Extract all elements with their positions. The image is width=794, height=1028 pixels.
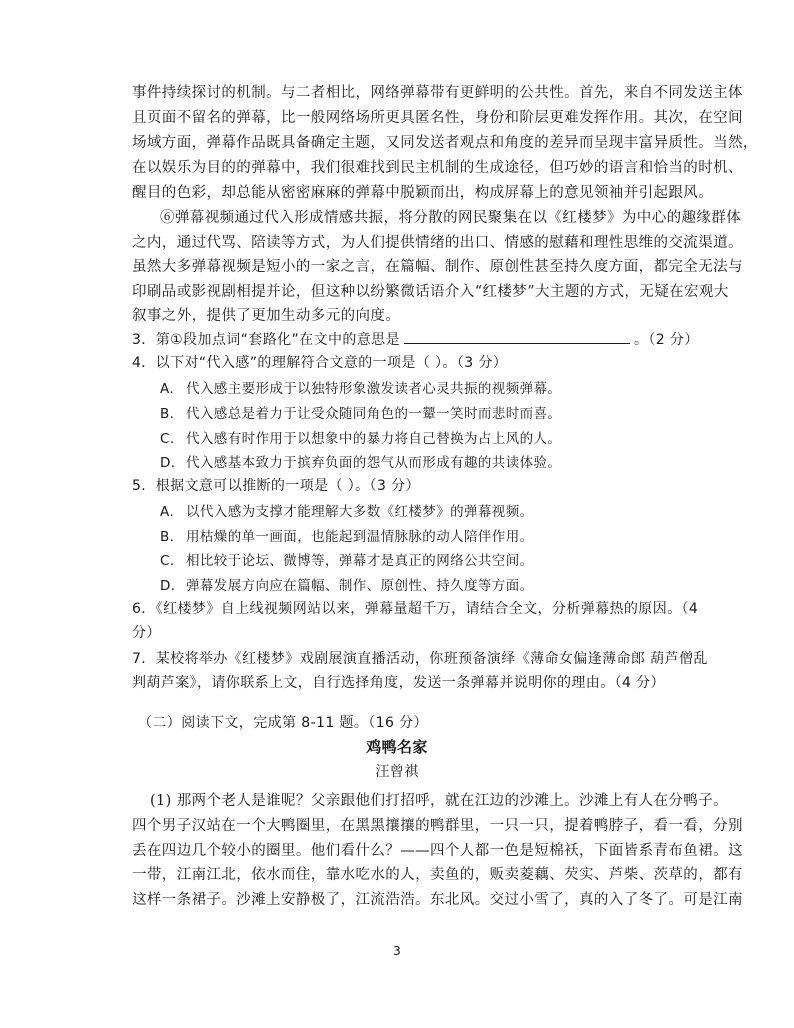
question-5-option-d [160, 575, 668, 597]
question-6-line: 分） [132, 625, 161, 641]
article-line: 丢在四边几个较小的圈里。他们看什么？——四个人都一色是短棉袄，下面皆系青布鱼裙。这 [132, 843, 743, 859]
page-number: 3 [393, 944, 401, 958]
question-4-option-a [160, 378, 668, 400]
option-letter: D. [160, 455, 176, 471]
question-4-stem: 4．以下对“代入感”的理解符合文意的一项是（ ）。（3 分） [132, 355, 508, 371]
paragraph-6-line: ⑥弹幕视频通过代入形成情感共振，将分散的网民聚集在以《红楼梦》为中心的趣缘群体 [160, 210, 742, 226]
option-letter: A. [160, 381, 175, 397]
question-3 [132, 329, 699, 351]
passage-line: 事件持续探讨的机制。与二者相比，网络弹幕带有更鲜明的公共性。首先，来自不同发送主体 [132, 85, 743, 101]
paragraph-6-line: 叙事之外，提供了更加生动多元的向度。 [132, 308, 401, 324]
article-line: (1) 那两个老人是谁呢？父亲跟他们打招呼，就在江边的沙滩上。沙滩上有人在分鸭子。 [150, 793, 729, 809]
option-text: 代入感总是着力于让受众随同角色的一颦一笑时而悲时而喜。 [186, 406, 562, 422]
option-letter: C. [160, 553, 175, 569]
option-text: 弹幕发展方向应在篇幅、制作、原创性、持久度等方面。 [186, 578, 534, 594]
option-text: 相比较于论坛、微博等，弹幕才是真正的网络公共空间。 [186, 553, 534, 569]
question-4-option-d [160, 452, 668, 474]
article-line: 一带，江南江北，依水而住，靠水吃水的人，卖鱼的，贩卖菱藕、芡实、芦柴、茨草的，都有 [132, 867, 743, 883]
question-5-stem: 5．根据文意可以推断的一项是（ ）。（3 分） [132, 478, 420, 494]
article-author: 汪曾祺 [375, 764, 419, 780]
article-line: 这样一条裙子。沙滩上安静极了，江流浩浩。东北风。交过小雪了，真的入了冬了。可是江南 [132, 892, 743, 908]
question-5-option-a [160, 501, 668, 523]
paragraph-6-line: 印刷品或影视剧相提并论，但这种以纷繁微话语介入“红楼梦”大主题的方式，无疑在宏观大 [132, 284, 729, 300]
question-6-line: 6．《红楼梦》自上线视频网站以来，弹幕量超千万，请结合全文，分析弹幕热的原因。（4 [132, 601, 699, 617]
option-letter: B. [160, 406, 175, 422]
option-text: 代入感有时作用于以想象中的暴力将自己替换为占上风的人。 [186, 431, 562, 447]
question-7-line: 判葫芦案》，请你联系上文，自行选择角度，发送一条弹幕并说明你的理由。（4 分） [132, 675, 665, 691]
paragraph-6-line: 之内，通过代骂、陪读等方式，为人们提供情绪的出口、情感的慰藉和理性思维的交流渠道。 [132, 235, 743, 251]
answer-blank[interactable] [404, 329, 630, 344]
option-letter: D. [160, 578, 176, 594]
question-5-option-b [160, 526, 668, 548]
passage-line: 场域方面，弹幕作品既具备确定主题，又同发送者观点和角度的差异而呈现丰富异质性。当然， [132, 135, 758, 151]
option-text: 用枯燥的单一画面，也能起到温情脉脉的动人陪伴作用。 [186, 529, 534, 545]
question-5-option-c [160, 550, 668, 572]
passage-line: 且页面不留名的弹幕，比一般网络场所更具匿名性，身份和阶层更难发挥作用。其次，在空间 [132, 110, 743, 126]
question-4-option-c [160, 428, 668, 450]
option-text: 以代入感为支撑才能理解大多数《红楼梦》的弹幕视频。 [186, 504, 534, 520]
option-text: 代入感主要形成于以独特形象激发读者心灵共振的视频弹幕。 [186, 381, 562, 397]
paragraph-6-line: 虽然大多弹幕视频是短小的一家之言，在篇幅、制作、原创性甚至持久度方面，都完全无法与 [132, 259, 743, 275]
article-line: 四个男子汉站在一个大鸭圈里，在黑黑攘攘的鸭群里，一只一只，提着鸭脖子，看一看，分别 [132, 818, 743, 834]
question-3-suffix: 。（2 分） [633, 332, 699, 348]
article-title: 鸡鸭名家 [366, 738, 428, 756]
option-letter: C. [160, 431, 175, 447]
option-text: 代入感基本致力于摈弃负面的怨气从而形成有趣的共读体验。 [186, 455, 562, 471]
question-3-prefix: 3．第①段加点词“套路化”在文中的意思是 [132, 332, 400, 348]
question-7-line: 7．某校将举办《红楼梦》戏剧展演直播活动，你班预备演绎《薄命女偏逢薄命郎 葫芦僧乱 [132, 651, 708, 667]
option-letter: B. [160, 529, 175, 545]
passage-line: 在以娱乐为目的的弹幕中，我们很难找到民主机制的生成途径，但巧妙的语言和恰当的时机、 [132, 160, 743, 176]
question-4-option-b [160, 403, 668, 425]
passage-line: 醒目的色彩，却总能从密密麻麻的弹幕中脱颖而出，构成屏幕上的意见领袖并引起跟风。 [132, 185, 714, 201]
option-letter: A. [160, 504, 175, 520]
section-heading: （二）阅读下文，完成第 8-11 题。（16 分） [138, 715, 428, 731]
